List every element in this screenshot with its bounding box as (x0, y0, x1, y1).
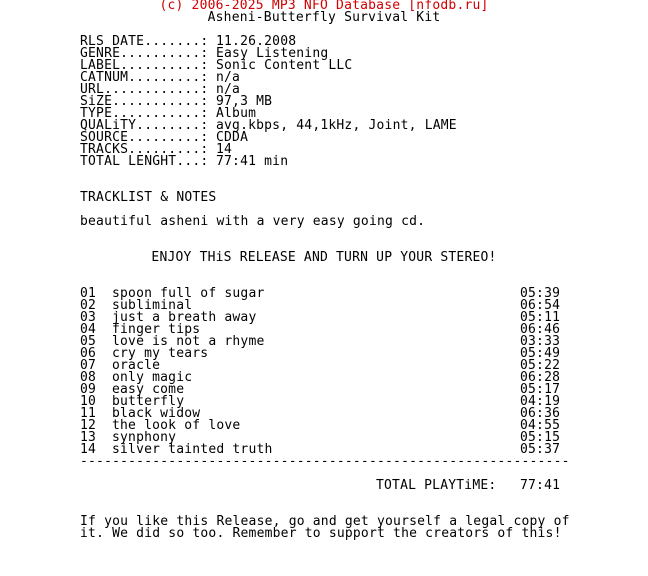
tracklist-heading: TRACKLIST & NOTES (80, 190, 217, 205)
info-label: TOTAL LENGHT...: (80, 154, 209, 169)
track-number: 08 (80, 370, 97, 385)
footer-line-2: it. We did so too. Remember to support the creators of this! (80, 526, 562, 541)
info-value: Easy Listening (216, 46, 329, 61)
track-title: silver tainted truth (112, 442, 273, 457)
track-title: oracle (112, 358, 161, 373)
track-title: just a breath away (112, 310, 257, 325)
info-label: TRACKS.........: (80, 142, 209, 157)
track-number: 11 (80, 406, 97, 421)
track-duration: 06:36 (520, 406, 561, 421)
release-title: Asheni-Butterfly Survival Kit (207, 10, 441, 25)
track-number: 03 (80, 310, 97, 325)
track-number: 06 (80, 346, 97, 361)
track-duration: 05:15 (520, 430, 561, 445)
track-duration: 06:28 (520, 370, 561, 385)
track-duration: 05:39 (520, 286, 561, 301)
track-number: 13 (80, 430, 97, 445)
track-duration: 03:33 (520, 334, 561, 349)
track-number: 01 (80, 286, 97, 301)
track-title: black widow (112, 406, 201, 421)
total-playtime-value: 77:41 (520, 478, 561, 493)
track-number: 07 (80, 358, 97, 373)
info-label: URL............: (80, 82, 209, 97)
info-value: Sonic Content LLC (216, 58, 353, 73)
info-label: TYPE...........: (80, 106, 209, 121)
track-title: synphony (112, 430, 177, 445)
info-value: n/a (216, 70, 241, 85)
track-title: butterfly (112, 394, 185, 409)
info-label: GENRE..........: (80, 46, 209, 61)
info-label: CATNUM.........: (80, 70, 209, 85)
track-duration: 06:46 (520, 322, 561, 337)
track-title: spoon full of sugar (112, 286, 265, 301)
track-duration: 05:37 (520, 442, 561, 457)
track-number: 04 (80, 322, 97, 337)
track-duration: 05:22 (520, 358, 561, 373)
info-label: QUALiTY........: (80, 118, 209, 133)
info-value: Album (216, 106, 257, 121)
track-number: 09 (80, 382, 97, 397)
info-value: 77:41 min (216, 154, 289, 169)
info-value: 14 (216, 142, 233, 157)
info-label: SiZE...........: (80, 94, 209, 109)
total-playtime-label: TOTAL PLAYTiME: (376, 478, 497, 493)
info-label: SOURCE.........: (80, 130, 209, 145)
track-title: love is not a rhyme (112, 334, 265, 349)
copyright-line: (c) 2006-2025 MP3 NFO Database [nfodb.ru] (159, 0, 489, 13)
track-title: easy come (112, 382, 185, 397)
footer-line-1: If you like this Release, go and get yourself a legal copy of (80, 514, 570, 529)
track-duration: 04:55 (520, 418, 561, 433)
track-duration: 05:49 (520, 346, 561, 361)
info-value: 11.26.2008 (216, 34, 297, 49)
info-label: RLS DATE.......: (80, 34, 209, 49)
info-value: n/a (216, 82, 241, 97)
track-number: 14 (80, 442, 97, 457)
release-notes: beautiful asheni with a very easy going cd. (80, 214, 426, 229)
track-number: 05 (80, 334, 97, 349)
track-number: 10 (80, 394, 97, 409)
track-title: cry my tears (112, 346, 209, 361)
track-duration: 06:54 (520, 298, 561, 313)
info-value: 97,3 MB (216, 94, 273, 109)
info-value: CDDA (216, 130, 249, 145)
separator-line: ------------------------------------------------------------- (80, 454, 570, 469)
track-duration: 05:11 (520, 310, 561, 325)
info-label: LABEL..........: (80, 58, 209, 73)
track-duration: 05:17 (520, 382, 561, 397)
enjoy-line: ENJOY THiS RELEASE AND TURN UP YOUR STEREO! (151, 250, 497, 265)
track-number: 12 (80, 418, 97, 433)
track-number: 02 (80, 298, 97, 313)
track-title: only magic (112, 370, 193, 385)
track-duration: 04:19 (520, 394, 561, 409)
track-title: the look of love (112, 418, 241, 433)
info-value: avg.kbps, 44,1kHz, Joint, LAME (216, 118, 457, 133)
track-title: finger tips (112, 322, 201, 337)
track-title: subliminal (112, 298, 193, 313)
